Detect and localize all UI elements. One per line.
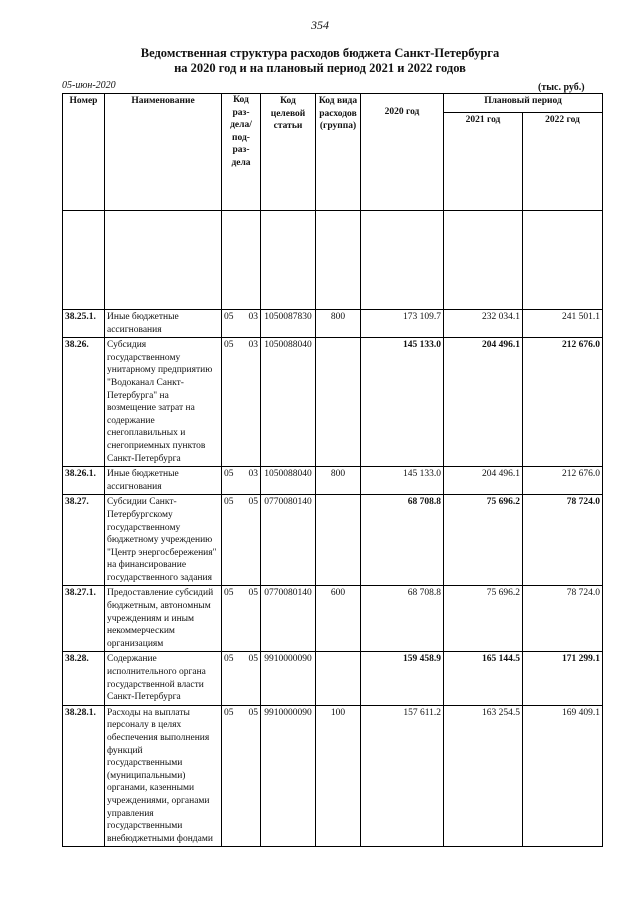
row-number: 38.26. — [63, 338, 105, 467]
blank-spacer-row — [63, 211, 603, 310]
row-razdel: 05 — [222, 338, 246, 467]
title-line-2: на 2020 год и на плановый период 2021 и 2022 годов — [174, 61, 466, 75]
row-podrazdel: 05 — [246, 495, 261, 586]
row-amount-2020: 173 109.7 — [361, 310, 444, 338]
row-vid-code: 600 — [316, 586, 361, 652]
row-vid-code — [316, 338, 361, 467]
row-name: Субсидия государственному унитарному предприятию "Водоканал Санкт-Петербурга" на возмещение затрат на содержание снегоплавильных и снегоприемных пунктов Санкт-Петербурга — [105, 338, 222, 467]
header-2021: 2021 год — [444, 113, 523, 211]
row-number: 38.27. — [63, 495, 105, 586]
row-podrazdel: 03 — [246, 338, 261, 467]
row-amount-2021: 204 496.1 — [444, 338, 523, 467]
row-number: 38.25.1. — [63, 310, 105, 338]
row-amount-2021: 232 034.1 — [444, 310, 523, 338]
row-name: Предоставление субсидий бюджетным, автономным учреждениям и иным некоммерческим организациям — [105, 586, 222, 652]
table-row — [63, 310, 603, 338]
row-target-code: 9910000090 — [261, 705, 316, 847]
table-row — [63, 652, 603, 705]
row-razdel: 05 — [222, 467, 246, 495]
row-podrazdel: 05 — [246, 586, 261, 652]
row-razdel: 05 — [222, 495, 246, 586]
table-row — [63, 705, 603, 847]
row-podrazdel: 05 — [246, 652, 261, 705]
row-number: 38.28. — [63, 652, 105, 705]
row-amount-2022: 171 299.1 — [523, 652, 603, 705]
row-name: Иные бюджетные ассигнования — [105, 467, 222, 495]
row-vid-code — [316, 495, 361, 586]
row-amount-2021: 75 696.2 — [444, 586, 523, 652]
row-target-code: 1050088040 — [261, 467, 316, 495]
units-label: (тыс. руб.) — [538, 82, 585, 93]
row-podrazdel: 03 — [246, 467, 261, 495]
row-vid-code: 800 — [316, 310, 361, 338]
row-amount-2022: 78 724.0 — [523, 586, 603, 652]
row-amount-2022: 212 676.0 — [523, 467, 603, 495]
table-row — [63, 338, 603, 467]
table-row — [63, 586, 603, 652]
row-number: 38.28.1. — [63, 705, 105, 847]
table-row — [63, 495, 603, 586]
header-nomer: Номер — [63, 94, 105, 211]
row-amount-2022: 169 409.1 — [523, 705, 603, 847]
row-amount-2020: 157 611.2 — [361, 705, 444, 847]
row-razdel: 05 — [222, 652, 246, 705]
row-amount-2020: 159 458.9 — [361, 652, 444, 705]
row-amount-2021: 163 254.5 — [444, 705, 523, 847]
row-target-code: 9910000090 — [261, 652, 316, 705]
row-name: Иные бюджетные ассигнования — [105, 310, 222, 338]
header-2022: 2022 год — [523, 113, 603, 211]
row-name: Содержание исполнительного органа государственной власти Санкт-Петербурга — [105, 652, 222, 705]
header-2020: 2020 год — [361, 94, 444, 211]
row-amount-2021: 75 696.2 — [444, 495, 523, 586]
row-target-code: 0770080140 — [261, 586, 316, 652]
header-target: Код целевой статьи — [261, 94, 316, 211]
row-amount-2021: 204 496.1 — [444, 467, 523, 495]
header-name: Наименование — [105, 94, 222, 211]
row-target-code: 0770080140 — [261, 495, 316, 586]
row-razdel: 05 — [222, 586, 246, 652]
header-vid: Код вида расходов (группа) — [316, 94, 361, 211]
row-amount-2022: 241 501.1 — [523, 310, 603, 338]
budget-table — [62, 93, 603, 847]
row-amount-2020: 68 708.8 — [361, 586, 444, 652]
document-date: 05-июн-2020 — [62, 80, 116, 91]
row-amount-2020: 145 133.0 — [361, 467, 444, 495]
row-number: 38.27.1. — [63, 586, 105, 652]
header-razdel: Код раз- дела/ под- раз- дела — [222, 94, 261, 211]
row-name: Расходы на выплаты персоналу в целях обеспечения выполнения функций государственными (муниципальными) органами, казенными учреждениями, органами управления государственными внебюджетными фондами — [105, 705, 222, 847]
row-vid-code — [316, 652, 361, 705]
title-line-1: Ведомственная структура расходов бюджета Санкт-Петербурга — [140, 46, 500, 60]
row-target-code: 1050087830 — [261, 310, 316, 338]
row-vid-code: 100 — [316, 705, 361, 847]
row-podrazdel: 05 — [246, 705, 261, 847]
row-amount-2022: 212 676.0 — [523, 338, 603, 467]
row-amount-2022: 78 724.0 — [523, 495, 603, 586]
row-vid-code: 800 — [316, 467, 361, 495]
row-target-code: 1050088040 — [261, 338, 316, 467]
row-number: 38.26.1. — [63, 467, 105, 495]
document-title — [0, 46, 640, 76]
row-podrazdel: 03 — [246, 310, 261, 338]
header-plan: Плановый период — [444, 94, 603, 113]
table-row — [63, 467, 603, 495]
row-name: Субсидии Санкт-Петербургскому государственному бюджетному учреждению "Центр энергосбережения" на финансирование государственного задания — [105, 495, 222, 586]
row-razdel: 05 — [222, 310, 246, 338]
page-number: 354 — [311, 18, 329, 32]
row-amount-2021: 165 144.5 — [444, 652, 523, 705]
row-amount-2020: 68 708.8 — [361, 495, 444, 586]
row-amount-2020: 145 133.0 — [361, 338, 444, 467]
header-row — [63, 94, 603, 113]
row-razdel: 05 — [222, 705, 246, 847]
